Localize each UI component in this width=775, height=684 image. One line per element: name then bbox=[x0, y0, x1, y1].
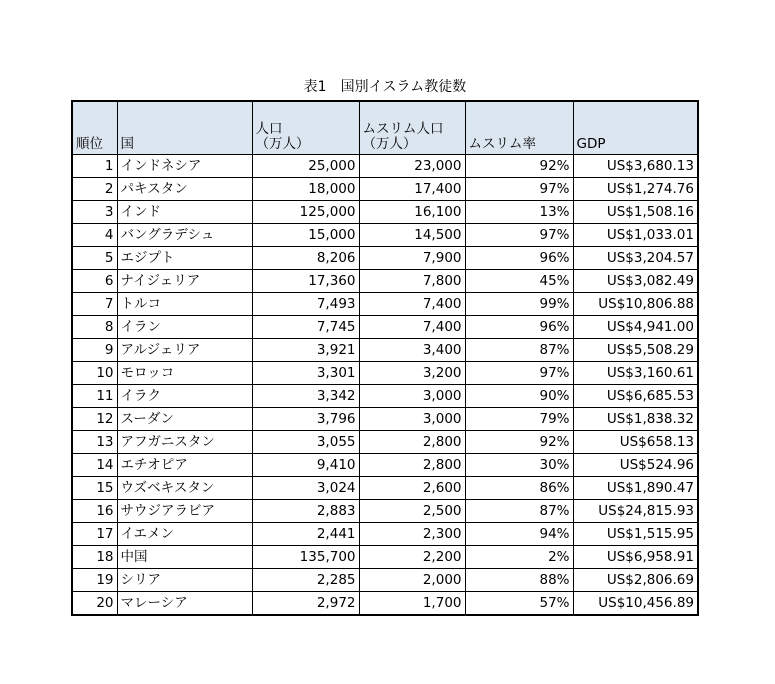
cell-country: トルコ bbox=[117, 293, 252, 316]
cell-gdp: US$3,082.49 bbox=[573, 270, 698, 293]
cell-rank: 20 bbox=[72, 592, 117, 616]
cell-gdp: US$1,033.01 bbox=[573, 224, 698, 247]
cell-country: パキスタン bbox=[117, 178, 252, 201]
table-row bbox=[72, 523, 698, 546]
cell-population: 135,700 bbox=[252, 546, 359, 569]
cell-population: 25,000 bbox=[252, 155, 359, 178]
cell-rank: 6 bbox=[72, 270, 117, 293]
table-row bbox=[72, 247, 698, 270]
cell-muslim-rate: 99% bbox=[465, 293, 573, 316]
table-row bbox=[72, 339, 698, 362]
muslim-population-table bbox=[71, 100, 699, 616]
cell-population: 9,410 bbox=[252, 454, 359, 477]
table-row bbox=[72, 477, 698, 500]
cell-population: 3,796 bbox=[252, 408, 359, 431]
cell-rank: 15 bbox=[72, 477, 117, 500]
table-row bbox=[72, 546, 698, 569]
table-row bbox=[72, 408, 698, 431]
cell-population: 2,441 bbox=[252, 523, 359, 546]
table-row bbox=[72, 385, 698, 408]
table-row bbox=[72, 431, 698, 454]
cell-population: 7,493 bbox=[252, 293, 359, 316]
cell-gdp: US$1,274.76 bbox=[573, 178, 698, 201]
table-row bbox=[72, 316, 698, 339]
cell-muslim-population: 2,300 bbox=[359, 523, 465, 546]
table-row bbox=[72, 178, 698, 201]
cell-rank: 10 bbox=[72, 362, 117, 385]
header-country: 国 bbox=[117, 101, 252, 155]
cell-rank: 14 bbox=[72, 454, 117, 477]
cell-muslim-rate: 87% bbox=[465, 339, 573, 362]
cell-muslim-population: 2,800 bbox=[359, 431, 465, 454]
cell-muslim-rate: 13% bbox=[465, 201, 573, 224]
cell-muslim-rate: 94% bbox=[465, 523, 573, 546]
table-row bbox=[72, 454, 698, 477]
cell-population: 17,360 bbox=[252, 270, 359, 293]
cell-gdp: US$6,685.53 bbox=[573, 385, 698, 408]
cell-muslim-population: 2,800 bbox=[359, 454, 465, 477]
cell-muslim-population: 3,400 bbox=[359, 339, 465, 362]
table-title: 表1 国別イスラム教徒数 bbox=[303, 79, 467, 95]
cell-muslim-rate: 92% bbox=[465, 155, 573, 178]
cell-muslim-rate: 45% bbox=[465, 270, 573, 293]
cell-country: バングラデシュ bbox=[117, 224, 252, 247]
cell-muslim-population: 7,400 bbox=[359, 316, 465, 339]
cell-rank: 3 bbox=[72, 201, 117, 224]
cell-muslim-population: 3,200 bbox=[359, 362, 465, 385]
header-muslim-population-line2: （万人） bbox=[362, 136, 417, 152]
cell-muslim-population: 14,500 bbox=[359, 224, 465, 247]
cell-gdp: US$10,806.88 bbox=[573, 293, 698, 316]
table-row bbox=[72, 500, 698, 523]
cell-muslim-population: 7,900 bbox=[359, 247, 465, 270]
cell-muslim-rate: 87% bbox=[465, 500, 573, 523]
cell-gdp: US$3,160.61 bbox=[573, 362, 698, 385]
cell-muslim-population: 2,600 bbox=[359, 477, 465, 500]
cell-muslim-rate: 30% bbox=[465, 454, 573, 477]
cell-country: イエメン bbox=[117, 523, 252, 546]
header-population-line1: 人口 bbox=[255, 121, 283, 137]
cell-gdp: US$24,815.93 bbox=[573, 500, 698, 523]
cell-country: アフガニスタン bbox=[117, 431, 252, 454]
cell-rank: 7 bbox=[72, 293, 117, 316]
cell-country: シリア bbox=[117, 569, 252, 592]
cell-rank: 13 bbox=[72, 431, 117, 454]
cell-rank: 2 bbox=[72, 178, 117, 201]
cell-gdp: US$5,508.29 bbox=[573, 339, 698, 362]
table-row bbox=[72, 362, 698, 385]
cell-population: 125,000 bbox=[252, 201, 359, 224]
cell-population: 2,972 bbox=[252, 592, 359, 616]
cell-rank: 1 bbox=[72, 155, 117, 178]
cell-muslim-rate: 96% bbox=[465, 247, 573, 270]
table-row bbox=[72, 155, 698, 178]
cell-muslim-rate: 86% bbox=[465, 477, 573, 500]
cell-muslim-population: 23,000 bbox=[359, 155, 465, 178]
header-gdp: GDP bbox=[573, 101, 698, 155]
cell-gdp: US$10,456.89 bbox=[573, 592, 698, 616]
cell-muslim-population: 2,200 bbox=[359, 546, 465, 569]
cell-country: スーダン bbox=[117, 408, 252, 431]
cell-muslim-population: 3,000 bbox=[359, 385, 465, 408]
cell-gdp: US$524.96 bbox=[573, 454, 698, 477]
header-muslim-rate: ムスリム率 bbox=[465, 101, 573, 155]
cell-country: ウズベキスタン bbox=[117, 477, 252, 500]
header-population bbox=[252, 101, 359, 155]
header-muslim-population-line1: ムスリム人口 bbox=[362, 121, 444, 137]
table-header-row bbox=[72, 101, 698, 155]
cell-muslim-population: 3,000 bbox=[359, 408, 465, 431]
cell-population: 7,745 bbox=[252, 316, 359, 339]
header-muslim-population bbox=[359, 101, 465, 155]
cell-country: モロッコ bbox=[117, 362, 252, 385]
cell-country: イラク bbox=[117, 385, 252, 408]
cell-gdp: US$3,204.57 bbox=[573, 247, 698, 270]
cell-country: アルジェリア bbox=[117, 339, 252, 362]
cell-population: 2,883 bbox=[252, 500, 359, 523]
cell-muslim-population: 1,700 bbox=[359, 592, 465, 616]
cell-gdp: US$658.13 bbox=[573, 431, 698, 454]
cell-gdp: US$1,508.16 bbox=[573, 201, 698, 224]
cell-muslim-population: 2,500 bbox=[359, 500, 465, 523]
header-population-line2: （万人） bbox=[255, 136, 310, 152]
cell-rank: 5 bbox=[72, 247, 117, 270]
cell-country: イラン bbox=[117, 316, 252, 339]
cell-population: 3,301 bbox=[252, 362, 359, 385]
cell-country: インド bbox=[117, 201, 252, 224]
cell-country: エジプト bbox=[117, 247, 252, 270]
cell-rank: 8 bbox=[72, 316, 117, 339]
cell-population: 18,000 bbox=[252, 178, 359, 201]
cell-gdp: US$1,515.95 bbox=[573, 523, 698, 546]
header-rank: 順位 bbox=[72, 101, 117, 155]
table-body bbox=[72, 155, 698, 616]
cell-gdp: US$6,958.91 bbox=[573, 546, 698, 569]
table-row bbox=[72, 569, 698, 592]
cell-population: 3,024 bbox=[252, 477, 359, 500]
cell-population: 2,285 bbox=[252, 569, 359, 592]
cell-rank: 4 bbox=[72, 224, 117, 247]
cell-rank: 11 bbox=[72, 385, 117, 408]
cell-rank: 19 bbox=[72, 569, 117, 592]
cell-muslim-population: 17,400 bbox=[359, 178, 465, 201]
cell-muslim-rate: 79% bbox=[465, 408, 573, 431]
cell-muslim-rate: 57% bbox=[465, 592, 573, 616]
cell-gdp: US$1,838.32 bbox=[573, 408, 698, 431]
cell-rank: 16 bbox=[72, 500, 117, 523]
cell-muslim-population: 16,100 bbox=[359, 201, 465, 224]
cell-country: ナイジェリア bbox=[117, 270, 252, 293]
table-row bbox=[72, 224, 698, 247]
cell-muslim-rate: 92% bbox=[465, 431, 573, 454]
cell-muslim-rate: 97% bbox=[465, 224, 573, 247]
cell-muslim-rate: 97% bbox=[465, 362, 573, 385]
cell-muslim-rate: 2% bbox=[465, 546, 573, 569]
cell-muslim-rate: 88% bbox=[465, 569, 573, 592]
cell-population: 3,055 bbox=[252, 431, 359, 454]
cell-country: エチオピア bbox=[117, 454, 252, 477]
cell-country: インドネシア bbox=[117, 155, 252, 178]
cell-country: 中国 bbox=[117, 546, 252, 569]
cell-population: 15,000 bbox=[252, 224, 359, 247]
table-row bbox=[72, 293, 698, 316]
table-row bbox=[72, 201, 698, 224]
table-row bbox=[72, 592, 698, 616]
cell-rank: 18 bbox=[72, 546, 117, 569]
cell-gdp: US$1,890.47 bbox=[573, 477, 698, 500]
cell-gdp: US$2,806.69 bbox=[573, 569, 698, 592]
table-row bbox=[72, 270, 698, 293]
cell-population: 3,342 bbox=[252, 385, 359, 408]
cell-rank: 12 bbox=[72, 408, 117, 431]
cell-gdp: US$3,680.13 bbox=[573, 155, 698, 178]
cell-muslim-population: 2,000 bbox=[359, 569, 465, 592]
cell-muslim-rate: 96% bbox=[465, 316, 573, 339]
cell-country: サウジアラビア bbox=[117, 500, 252, 523]
cell-country: マレーシア bbox=[117, 592, 252, 616]
cell-muslim-population: 7,400 bbox=[359, 293, 465, 316]
cell-muslim-rate: 97% bbox=[465, 178, 573, 201]
cell-muslim-population: 7,800 bbox=[359, 270, 465, 293]
cell-population: 3,921 bbox=[252, 339, 359, 362]
cell-rank: 17 bbox=[72, 523, 117, 546]
cell-rank: 9 bbox=[72, 339, 117, 362]
cell-muslim-rate: 90% bbox=[465, 385, 573, 408]
cell-population: 8,206 bbox=[252, 247, 359, 270]
cell-gdp: US$4,941.00 bbox=[573, 316, 698, 339]
